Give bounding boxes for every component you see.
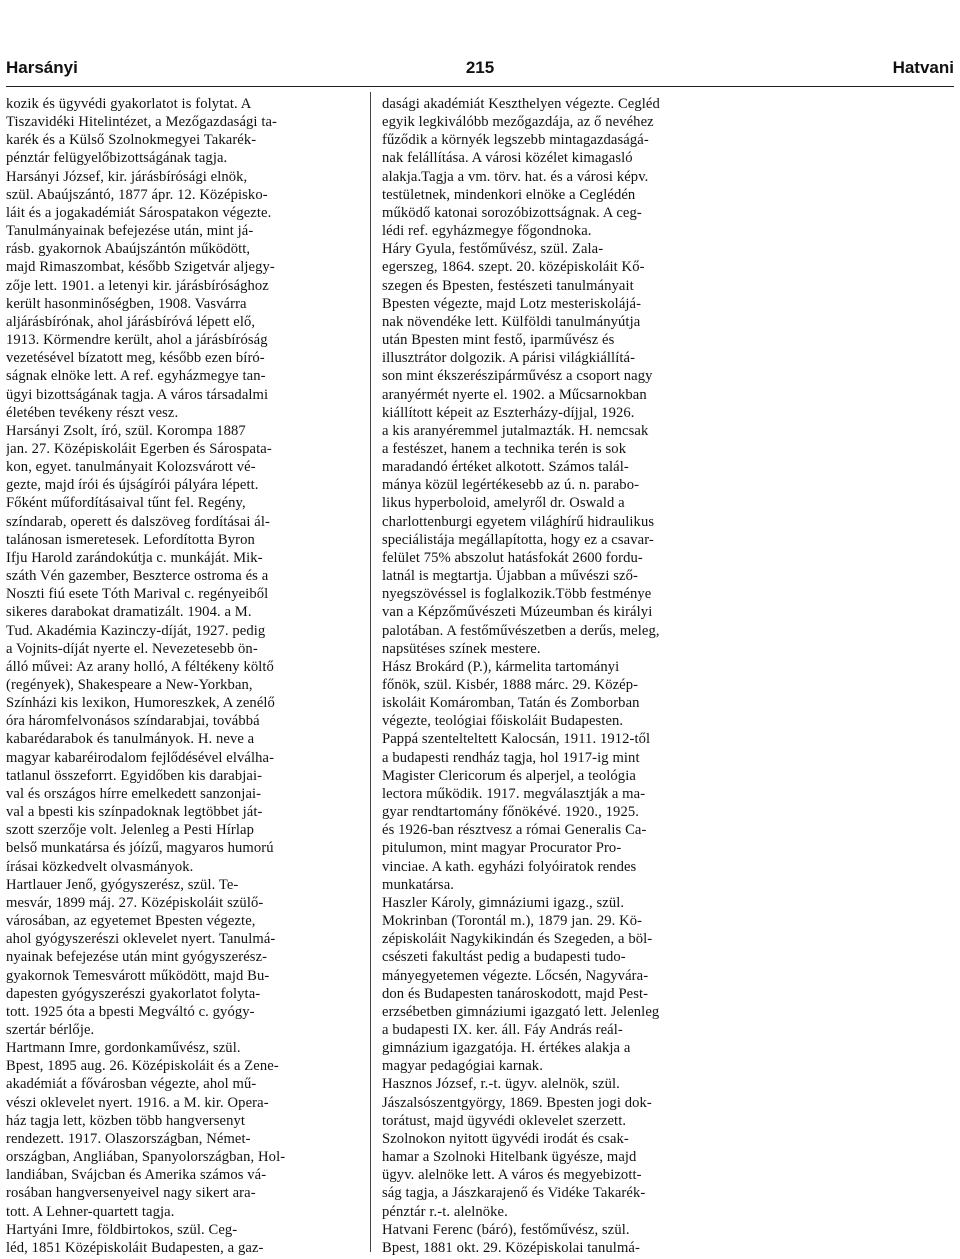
text-line: torátust, majd ügyvédi oklevelet szerzett. [382, 1112, 627, 1129]
text-line: erzsébetben gimnáziumi igazgató lett. Jelenleg [382, 1003, 660, 1020]
text-line: Hartlauer Jenő, gyógyszerész, szül. Te- [6, 876, 239, 893]
running-head-right: Hatvani [892, 58, 954, 77]
text-line: kon, egyet. tanulmányait Kolozsvárott vé- [6, 459, 256, 476]
header-rule [6, 86, 954, 87]
text-line: országban, Angliában, Spanyolországban, Hol- [6, 1149, 286, 1166]
text-line: illusztrátor dolgozik. A párisi világkiállítá- [382, 350, 636, 367]
text-line: belső munkatársa és jóízű, magyaros humorú [6, 840, 274, 857]
text-line: latnál is megtartja. Újabban a művészi sző- [382, 568, 638, 585]
text-line: szegen és Bpesten, festészeti tanulmányait [382, 277, 634, 294]
text-line: pénztár felügyelőbizottságának tagja. [6, 150, 228, 167]
text-line: zője lett. 1901. a letenyi kir. járásbírósághoz [6, 277, 269, 294]
text-line: léd, 1851 Középiskoláit Budapesten, a gaz- [6, 1239, 264, 1256]
text-line: szertár bérlője. [6, 1021, 95, 1038]
text-line: ügyi bizottságának tagja. A város társadalmi [6, 386, 269, 403]
text-line: iskoláit Komáromban, Tatán és Zomborban [382, 695, 640, 712]
text-line: Hatvani Ferenc (báró), festőművész, szül. [382, 1221, 630, 1238]
text-line: Hász Brokárd (P.), kármelita tartományi [382, 658, 620, 675]
text-line: gyar rendtartomány főnökévé. 1920., 1925. [382, 804, 639, 821]
text-line: vészi oklevelet nyert. 1916. a M. kir. Opera- [6, 1094, 269, 1111]
text-line: Ifju Harold zarándokútja c. munkáját. Mik- [6, 549, 263, 566]
text-line: Háry Gyula, festőművész, szül. Zala- [382, 241, 604, 258]
text-line: ahol gyógyszerészi oklevelet nyert. Tanulmá- [6, 931, 276, 948]
text-line: a festészet, hanem a technika terén is sok [382, 440, 627, 457]
text-line: tott. 1925 óta a bpesti Megváltó c. gyógy- [6, 1003, 255, 1020]
text-line: 1913. Körmendre került, ahol a járásbíróság [6, 332, 268, 349]
text-line: gyakornok Temesvárott működött, majd Bu- [6, 967, 270, 984]
text-line: tatlanul összeforrt. Egyidőben kis darabjai- [6, 767, 263, 784]
text-line: lectora működik. 1917. megválasztják a ma- [382, 785, 646, 802]
text-line: a budapesti IX. ker. áll. Fáy András reál- [382, 1021, 623, 1038]
text-line: speciálistája megállapította, hogy ez a csavar- [382, 531, 654, 548]
text-line: városában, az egyetemet Bpesten végezte, [6, 913, 256, 930]
text-line: Színházi kis lexikon, Humoreszkek, A zenélő [6, 695, 275, 712]
text-line: dasági akadémiát Keszthelyen végezte. Cegléd [382, 96, 660, 112]
text-line: Tanulmányainak befejezése után, mint já- [6, 223, 254, 240]
text-line: napsütéses színek mestere. [382, 640, 541, 657]
text-line: landiában, Svájcban és Amerika számos vá- [6, 1167, 267, 1184]
text-line: vinciae. A kath. egyházi folyóiratok rendes [382, 858, 637, 875]
text-line: került hasonminőségben, 1908. Vasvárra [6, 295, 247, 312]
text-line: lédi ref. egyházmegye főgondnoka. [382, 223, 592, 240]
text-line: főnök, szül. Kisbér, 1888 márc. 29. Közép- [382, 677, 639, 693]
text-line: óra háromfelvonásos színdarabjai, továbbá [6, 713, 260, 730]
text-line: fűződik a környék legszebb mintagazdaságá- [382, 132, 649, 149]
text-line: Mokrinban (Torontál m.), 1879 jan. 29. Kö- [382, 913, 643, 930]
text-line: száth Vén gazember, Beszterce ostroma és a [6, 568, 269, 585]
text-line: a budapesti rendház tagja, hol 1917-ig mint [382, 749, 640, 766]
text-line: vezetésével bízatott meg, később ezen bíró- [6, 350, 265, 367]
text-line: pitulumon, mint magyar Procurator Pro- [382, 840, 622, 857]
text-line: tott. A Lehner-quartett tagja. [6, 1203, 175, 1220]
text-line: gimnázium igazgatója. H. értékes alakja a [382, 1040, 631, 1057]
text-line: Hasznos József, r.-t. ügyv. alelnök, szül. [382, 1076, 620, 1093]
text-line: nak növendéke lett. Külföldi tanulmányútja [382, 313, 641, 330]
text-line: Pappá szentelteltett Kalocsán, 1911. 1912-től [382, 731, 651, 748]
left-column [6, 95, 358, 1257]
page-number: 215 [465, 58, 495, 77]
text-line: maradandó értéket alkotott. Számos talál- [382, 459, 629, 476]
text-line: karék és a Külső Szolnokmegyei Takarék- [6, 132, 257, 149]
text-line: írásai közkedvelt olvasmányok. [6, 858, 194, 875]
text-line: mesvár, 1899 máj. 27. Középiskoláit szülő- [6, 894, 264, 911]
text-line: jan. 27. Középiskoláit Egerben és Sárospata- [6, 440, 272, 457]
text-line: a kis aranyéremmel jutalmazták. H. nemcsak [382, 422, 649, 439]
text-line: kiállított képeit az Eszterházy-díjjal, 1926. [382, 404, 635, 421]
text-line: aljárásbírónak, ahol járásbíróvá lépett elő, [6, 313, 256, 330]
text-line: felület 75% abszolut hatásfokát 2600 fordu- [382, 549, 643, 566]
text-line: alakja.Tagja a vm. törv. hat. és a városi képv. [382, 168, 649, 185]
text-line: Noszti fiú esete Tóth Marival c. regényeiből [6, 586, 269, 603]
text-line: Hartmann Imre, gordonkaművész, szül. [6, 1040, 241, 1057]
text-line: Bpest, 1895 aug. 26. Középiskoláit és a Zene- [6, 1058, 279, 1075]
text-line: val és országos hírre emelkedett sanzonjai- [6, 785, 262, 802]
text-line: Magister Clericorum és alperjel, a teológia [382, 767, 636, 784]
text-line: munkatársa. [382, 876, 455, 893]
text-line: Tiszavidéki Hitelintézet, a Mezőgazdasági ta- [6, 114, 278, 131]
text-line: val a bpesti kis színpadoknak legtöbbet ját- [6, 804, 263, 821]
text-line: testületnek, mindenkori elnöke a Ceglédén [382, 186, 636, 203]
text-line: son mint ékszerészipárművész a csoport nagy [382, 368, 653, 385]
text-line: rásb. gyakornok Abaújszántón működött, [6, 241, 251, 258]
text-line: nyainak befejezése után mint gyógyszerész- [6, 949, 268, 966]
text-line: csészeti fakultást pedig a budapesti tudo- [382, 949, 626, 966]
text-line: szott szerzője volt. Jelenleg a Pesti Hírlap [6, 822, 254, 839]
text-line: pénztár r.-t. alelnöke. [382, 1203, 508, 1220]
text-line: Főként műfordításaival tűnt fel. Regény, [6, 495, 246, 512]
text-line: ház tagja lett, közben több hangversenyt [6, 1112, 246, 1129]
right-column [382, 95, 762, 1257]
text-line: életében tevékeny részt vesz. [6, 404, 179, 421]
text-line: Bpest, 1881 okt. 29. Középiskolai tanulmá- [382, 1239, 640, 1256]
text-line: magyar pedagógiai karnak. [382, 1058, 543, 1075]
text-line: palotában. A festőművészetben a derűs, meleg, [382, 622, 660, 639]
text-line: akadémiát a fővárosban végezte, ahol mű- [6, 1076, 257, 1093]
text-line: a Vojnits-díját nyerte el. Nevezetesebb ön- [6, 640, 258, 657]
text-line: Szolnokon nyitott ügyvédi irodát és csak- [382, 1130, 629, 1147]
text-line: charlottenburgi egyetem világhírű hidraulikus [382, 513, 655, 530]
text-line: és 1926-ban résztvesz a római Generalis Ca- [382, 822, 647, 839]
text-line: don és Budapesten tanároskodott, majd Pest- [382, 985, 649, 1002]
text-line: aranyérmét nyerte el. 1902. a Műcsarnokban [382, 386, 647, 403]
text-line: ügyv. alelnöke lett. A város és megyebizott- [382, 1167, 642, 1184]
text-line: Harsányi Zsolt, író, szül. Korompa 1887 [6, 422, 246, 439]
text-line: van a Képzőművészeti Múzeumban és királyi [382, 604, 653, 621]
text-line: mánya közül legértékesebb az ú. n. parabo- [382, 477, 640, 494]
text-line: mányegyetemen végezte. Lőcsén, Nagyvára- [382, 967, 649, 984]
text-line: gezte, majd írói és újságírói pályára lépett. [6, 477, 259, 494]
text-line: szül. Abaújszántó, 1877 ápr. 12. Középisko- [6, 186, 268, 203]
text-line: nyegszövéssel is foglalkozik.Több festménye [382, 586, 652, 603]
text-line: Haszler Károly, gimnáziumi igazg., szül. [382, 894, 625, 911]
text-line: nak felállítása. A városi közélet kimagasló [382, 150, 633, 167]
text-line: (regények), Shakespeare a New-Yorkban, [6, 677, 253, 693]
text-line: láit és a jogakadémiát Sárospatakon végezte. [6, 204, 272, 221]
text-line: rosában hangversenyeivel nagy sikert ara- [6, 1185, 256, 1202]
text-line: majd Rimaszombat, később Szigetvár aljegy- [6, 259, 275, 276]
text-line: után Bpesten mint festő, iparművész és [382, 332, 615, 349]
text-line: Jászalsószentgyörgy, 1869. Bpesten jogi dok- [382, 1094, 652, 1111]
text-line: Hartyáni Imre, földbirtokos, szül. Ceg- [6, 1221, 238, 1238]
text-line: ság tagja, a Jászkarajenő és Vidéke Takarék- [382, 1185, 646, 1202]
text-line: hamar a Szolnoki Hitelbank ügyésze, majd [382, 1149, 637, 1166]
text-line: kozik és ügyvédi gyakorlatot is folytat. A [6, 96, 252, 112]
text-line: színdarab, operett és dalszöveg fordításai ál- [6, 513, 270, 530]
text-line: Harsányi József, kir. járásbírósági elnök, [6, 168, 248, 185]
text-line: Tud. Akadémia Kazinczy-díját, 1927. pedig [6, 622, 266, 639]
text-line: egerszeg, 1864. szept. 20. középiskoláit Kő- [382, 259, 645, 276]
text-line: dapesten gyógyszerészi gyakorlatot folyta- [6, 985, 261, 1002]
text-line: likus hyperboloid, amelyről dr. Oswald a [382, 495, 625, 512]
page-header [6, 58, 954, 82]
text-line: sikeres darabokat dramatizált. 1904. a M. [6, 604, 252, 621]
text-line: talánosan ismeretesek. Lefordította Byron [6, 531, 255, 548]
running-head-left: Harsányi [6, 58, 78, 77]
text-line: kabarédarabok és tanulmányok. H. neve a [6, 731, 255, 748]
text-line: végezte, teológiai főiskoláit Budapesten. [382, 713, 624, 730]
text-line: működő katonai sorozóbizottságnak. A ceg- [382, 204, 642, 221]
text-line: zépiskoláit Nagykikindán és Szegeden, a böl- [382, 931, 653, 948]
text-line: álló művei: Az arany holló, A féltékeny költő [6, 658, 274, 675]
text-line: rendezett. 1917. Olaszországban, Német- [6, 1130, 251, 1147]
text-line: Bpesten végezte, majd Lotz mesteriskolájá- [382, 295, 642, 312]
column-divider [370, 92, 371, 1252]
text-line: ságnak elnöke lett. A ref. egyházmegye tan- [6, 368, 266, 385]
text-line: magyar kabaréirodalom fejlődésével elválha- [6, 749, 275, 766]
text-line: egyik legkiválóbb mezőgazdája, az ő nevéhez [382, 114, 654, 131]
